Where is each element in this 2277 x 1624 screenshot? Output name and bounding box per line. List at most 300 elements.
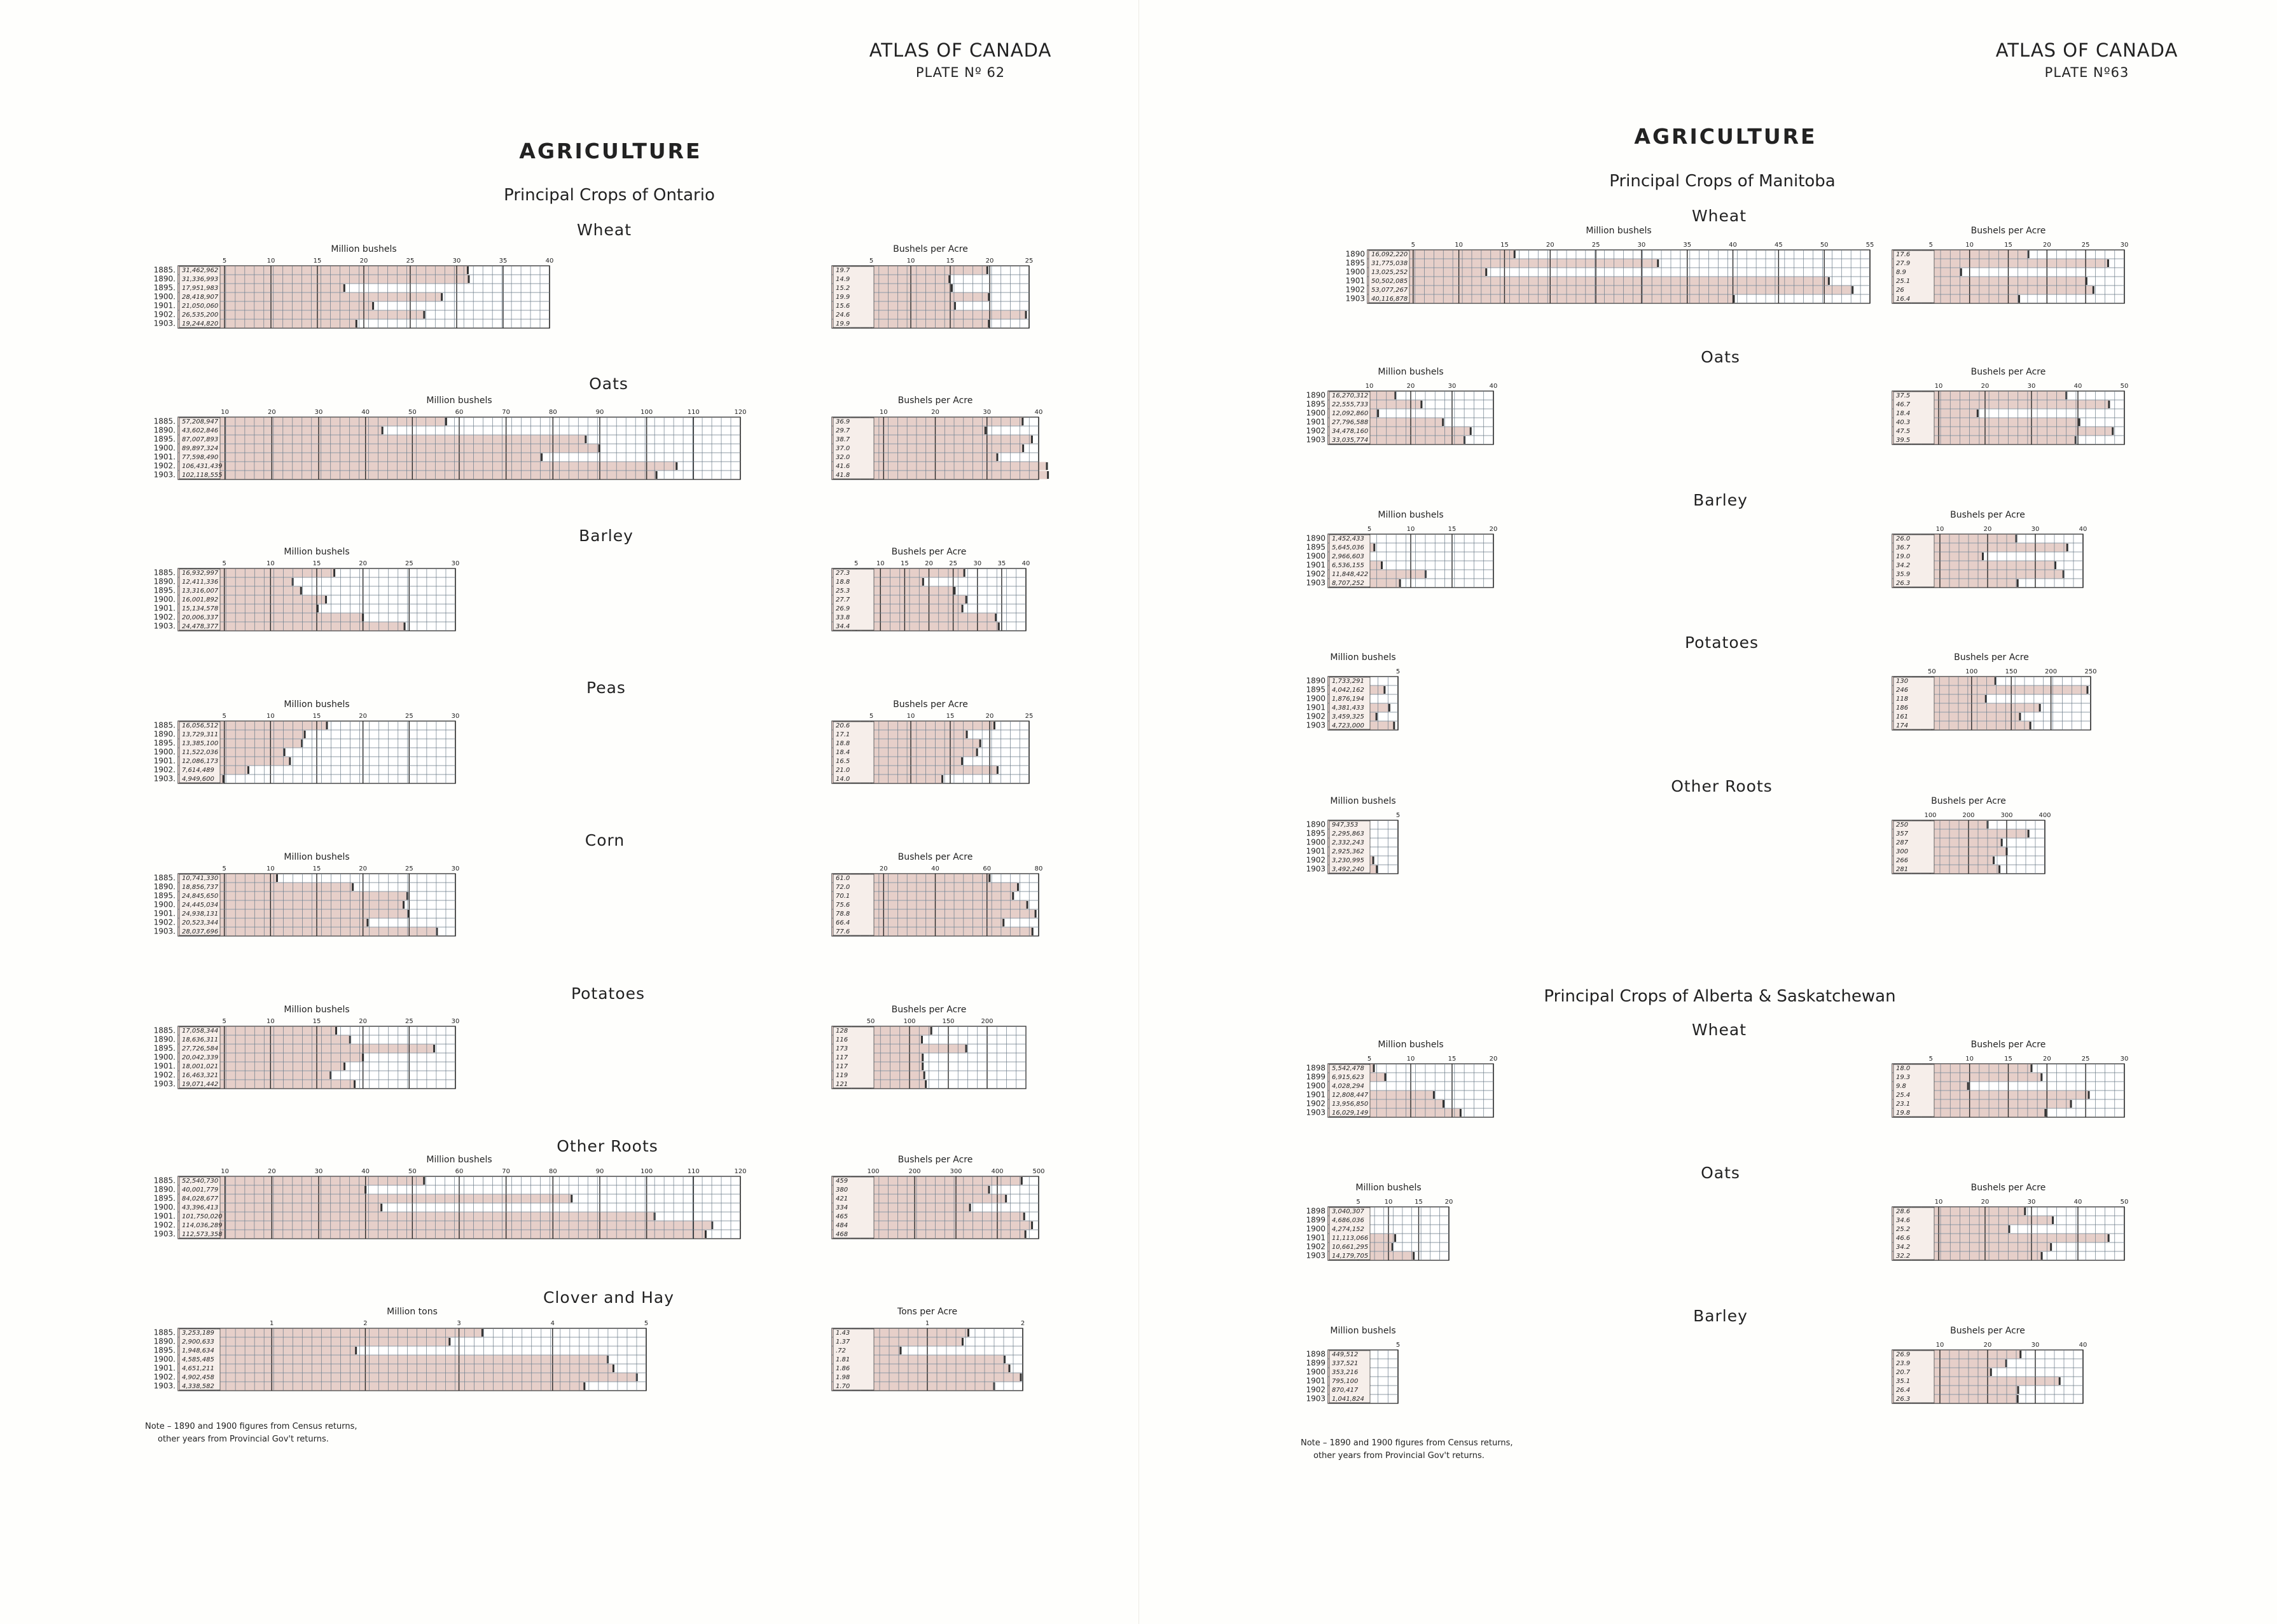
data-label: 121 xyxy=(836,1081,848,1089)
bar-end-marker xyxy=(441,293,443,301)
bar xyxy=(1367,295,1734,303)
data-label: 77,598,490 xyxy=(182,454,219,462)
bar-end-marker xyxy=(403,901,405,909)
bar-end-marker xyxy=(966,731,968,738)
bar-end-marker xyxy=(656,471,658,479)
tick-label: 20 xyxy=(359,865,368,872)
bar xyxy=(1367,286,1853,294)
category-label: 1900 xyxy=(1306,551,1325,561)
axis-label: Million bushels xyxy=(284,699,350,710)
section-title: AGRICULTURE xyxy=(519,139,702,163)
category-label: 1902. xyxy=(153,1070,176,1080)
data-label: 459 xyxy=(836,1178,848,1185)
data-label: 15,134,578 xyxy=(182,605,219,613)
data-label: 12,808,447 xyxy=(1332,1092,1369,1099)
tick-label: 80 xyxy=(548,409,557,416)
tick-label: 110 xyxy=(687,1168,700,1175)
data-label: 70.1 xyxy=(836,893,850,900)
tick-label: 5 xyxy=(222,258,227,265)
category-label: 1903. xyxy=(153,774,176,783)
bar-end-marker xyxy=(1464,436,1465,444)
atlas-title: ATLAS OF CANADA xyxy=(869,39,1052,61)
bar-end-marker xyxy=(300,587,302,595)
atlas-title: ATLAS OF CANADA xyxy=(1995,39,2178,61)
category-label: 1890 xyxy=(1345,249,1365,259)
tick-label: 5 xyxy=(222,865,226,872)
bar-end-marker xyxy=(979,740,981,747)
bar-end-marker xyxy=(1005,1195,1007,1202)
bar-end-marker xyxy=(2079,418,2080,426)
data-label: 11,113,066 xyxy=(1332,1235,1369,1242)
crop-title-peas: Peas xyxy=(586,678,626,697)
category-label: 1890. xyxy=(153,274,176,284)
category-label: 1901 xyxy=(1306,1090,1325,1099)
bar-end-marker xyxy=(2059,1377,2061,1385)
tick-label: 90 xyxy=(595,1168,604,1175)
value-label-box xyxy=(1893,1351,1934,1403)
tick-label: 20 xyxy=(879,865,888,872)
bar-end-marker xyxy=(1990,1368,1992,1376)
value-label-box xyxy=(1329,1208,1370,1260)
data-label: 89,897,324 xyxy=(182,445,219,453)
bar xyxy=(178,1356,608,1364)
data-label: 31,336,993 xyxy=(182,276,219,284)
data-label: 5,645,036 xyxy=(1332,544,1364,552)
category-label: 1900. xyxy=(153,747,176,757)
category-label: 1895. xyxy=(153,1043,176,1053)
category-label: 1895. xyxy=(153,283,176,292)
tick-label: 50 xyxy=(1820,242,1829,249)
axis-label: Bushels per Acre xyxy=(891,547,967,557)
data-label: 14,179,705 xyxy=(1332,1253,1369,1260)
data-label: 102,118,555 xyxy=(182,472,223,479)
data-label: 20,006,337 xyxy=(182,614,219,622)
bar-end-marker xyxy=(988,1186,990,1194)
data-label: 11,848,422 xyxy=(1332,571,1369,579)
data-label: 13,025,252 xyxy=(1371,269,1408,277)
category-label: 1890 xyxy=(1306,390,1325,400)
tick-label: 15 xyxy=(1415,1199,1423,1206)
data-label: 4,042,162 xyxy=(1332,687,1364,694)
bar-end-marker xyxy=(1967,1082,1969,1090)
data-label: 3,253,189 xyxy=(182,1330,214,1337)
tick-label: 10 xyxy=(1934,383,1943,390)
category-label: 1903 xyxy=(1306,435,1325,444)
axis-label: Bushels per Acre xyxy=(891,1005,967,1015)
category-label: 1895 xyxy=(1306,829,1325,838)
bar-end-marker xyxy=(985,427,986,434)
bar-end-marker xyxy=(613,1365,614,1372)
category-label: 1900 xyxy=(1345,267,1365,277)
bar-end-marker xyxy=(2031,1064,2033,1072)
data-label: 795,100 xyxy=(1332,1378,1359,1386)
data-label: 449,512 xyxy=(1332,1351,1359,1359)
category-label: 1903 xyxy=(1306,1108,1325,1117)
data-label: 4,381,433 xyxy=(1332,705,1364,712)
data-label: 1,041,824 xyxy=(1332,1396,1364,1403)
chart-ontario-clover-hay-tons-per-acre xyxy=(827,1307,1043,1396)
axis-label: Million bushels xyxy=(1586,226,1652,236)
category-label: 1902. xyxy=(153,918,176,927)
category-label: 1885. xyxy=(153,416,176,426)
category-label: 1900 xyxy=(1306,1224,1325,1234)
bar-end-marker xyxy=(2030,722,2031,729)
data-label: 18.4 xyxy=(836,749,850,757)
bar-end-marker xyxy=(954,302,956,310)
tick-label: 55 xyxy=(1865,242,1874,249)
chart-ontario-oats-million-bushels xyxy=(145,396,747,485)
crop-title-other-roots: Other Roots xyxy=(1671,777,1773,795)
tick-label: 300 xyxy=(950,1168,962,1175)
data-label: 16.5 xyxy=(836,758,850,766)
tick-label: 20 xyxy=(359,1018,368,1025)
data-label: 19.8 xyxy=(1896,1110,1911,1117)
data-label: 8.9 xyxy=(1896,269,1906,277)
data-label: 37.5 xyxy=(1896,392,1911,400)
bar-end-marker xyxy=(1373,544,1375,551)
data-label: 1.70 xyxy=(836,1383,850,1391)
bar-end-marker xyxy=(1020,1373,1022,1381)
category-label: 1903 xyxy=(1306,1251,1325,1260)
bar-end-marker xyxy=(585,436,586,443)
category-label: 1890 xyxy=(1306,676,1325,685)
bar-end-marker xyxy=(951,284,953,292)
data-label: 281 xyxy=(1896,866,1909,874)
axis-label: Bushels per Acre xyxy=(897,1155,973,1165)
tick-label: 15 xyxy=(901,560,909,567)
bar-end-marker xyxy=(969,1204,971,1211)
tick-label: 100 xyxy=(640,1168,653,1175)
category-label: 1901. xyxy=(153,603,176,613)
data-label: 1,733,291 xyxy=(1332,678,1364,685)
chart-ontario-peas-bushels-per-acre xyxy=(827,699,1043,788)
data-label: 22,555,733 xyxy=(1332,401,1369,409)
bar xyxy=(178,1329,482,1337)
tick-label: 10 xyxy=(906,713,915,720)
tick-label: 10 xyxy=(1365,383,1374,390)
bar-end-marker xyxy=(284,748,286,756)
data-label: 4,949,600 xyxy=(182,776,214,783)
tick-label: 1 xyxy=(925,1320,930,1327)
value-label-box xyxy=(1329,1351,1370,1403)
data-label: 36.9 xyxy=(836,418,850,426)
bar-end-marker xyxy=(1031,1221,1033,1229)
category-label: 1895 xyxy=(1306,685,1325,694)
bar xyxy=(178,275,469,284)
tick-label: 20 xyxy=(1981,383,1990,390)
bar xyxy=(178,471,656,479)
data-label: 484 xyxy=(836,1222,848,1230)
tick-label: 150 xyxy=(942,1018,955,1025)
tick-label: 300 xyxy=(2000,812,2013,819)
tick-label: 30 xyxy=(2031,526,2040,533)
category-label: 1885. xyxy=(153,1328,176,1337)
data-label: 161 xyxy=(1896,713,1909,721)
category-label: 1890. xyxy=(153,1035,176,1044)
tick-label: 5 xyxy=(1395,1342,1401,1349)
category-label: 1885. xyxy=(153,568,176,577)
data-label: 23.1 xyxy=(1896,1101,1911,1108)
data-label: 25.4 xyxy=(1896,1092,1911,1099)
chart-ontario-oats-bushels-per-acre xyxy=(827,396,1043,485)
tick-label: 100 xyxy=(867,1168,880,1175)
bar-end-marker xyxy=(1657,259,1659,267)
tick-label: 30 xyxy=(451,1018,460,1025)
bar-end-marker xyxy=(1032,928,1034,935)
data-label: 18.4 xyxy=(1896,410,1911,418)
bar-end-marker xyxy=(998,623,1000,630)
tick-label: 500 xyxy=(1032,1168,1045,1175)
data-label: 17,058,344 xyxy=(182,1028,219,1035)
data-label: 75.6 xyxy=(836,902,850,909)
chart-ontario-other-roots-million-bushels xyxy=(145,1155,747,1244)
bar-end-marker xyxy=(1393,722,1395,729)
bar-end-marker xyxy=(289,757,291,765)
tick-label: 25 xyxy=(2081,242,2090,249)
data-label: 26.3 xyxy=(1896,1396,1911,1403)
data-label: 87,007,893 xyxy=(182,436,219,444)
crop-title-wheat: Wheat xyxy=(1691,1021,1747,1039)
bar xyxy=(178,1382,585,1391)
data-label: 353,216 xyxy=(1332,1369,1359,1377)
tick-label: 20 xyxy=(267,409,276,416)
bar-end-marker xyxy=(2039,704,2041,712)
bar-end-marker xyxy=(995,614,997,621)
category-label: 1903 xyxy=(1306,1394,1325,1403)
data-label: 41.8 xyxy=(836,472,850,479)
category-label: 1890. xyxy=(153,577,176,586)
data-label: 16,463,321 xyxy=(182,1072,219,1080)
chart-manitoba-other-roots-bushels-per-acre xyxy=(1892,796,2134,879)
chart-manitoba-barley-million-bushels xyxy=(1298,510,1565,593)
tick-label: 15 xyxy=(312,1018,321,1025)
data-label: 27.7 xyxy=(836,596,850,604)
tick-label: 30 xyxy=(452,258,461,265)
bar-end-marker xyxy=(448,1338,450,1345)
tick-label: 25 xyxy=(405,560,413,567)
bar-end-marker xyxy=(2017,1386,2019,1394)
data-label: 465 xyxy=(836,1213,848,1221)
tick-label: 10 xyxy=(221,1168,230,1175)
bar-end-marker xyxy=(445,418,447,425)
tick-label: 50 xyxy=(2120,1199,2129,1206)
bar-end-marker xyxy=(1413,1252,1415,1260)
data-label: 18.8 xyxy=(836,740,850,748)
bar-end-marker xyxy=(423,311,425,319)
axis-label: Million bushels xyxy=(1330,652,1396,663)
data-label: 7,614,489 xyxy=(182,767,214,774)
tick-label: 5 xyxy=(644,1320,649,1327)
axis-label: Million bushels xyxy=(284,1005,350,1015)
bar-end-marker xyxy=(1998,865,2000,873)
category-label: 1899 xyxy=(1306,1072,1325,1082)
tick-label: 30 xyxy=(2120,242,2129,249)
chart-ontario-wheat-million-bushels xyxy=(145,244,552,333)
data-label: 16,932,997 xyxy=(182,570,219,577)
data-label: 77.6 xyxy=(836,928,850,936)
bar xyxy=(178,453,542,462)
tick-label: 60 xyxy=(455,409,464,416)
bar-end-marker xyxy=(406,892,408,900)
category-label: 1902 xyxy=(1306,1242,1325,1251)
data-label: 3,230,995 xyxy=(1332,857,1364,865)
chart-manitoba-wheat-bushels-per-acre xyxy=(1892,226,2134,308)
tick-label: 80 xyxy=(1034,865,1043,872)
bar-end-marker xyxy=(900,1347,902,1354)
category-label: 1901 xyxy=(1306,417,1325,427)
bar-end-marker xyxy=(941,775,943,783)
data-label: 20,042,339 xyxy=(182,1054,219,1062)
bar-end-marker xyxy=(481,1329,483,1337)
tick-label: 5 xyxy=(1411,242,1416,249)
bar-end-marker xyxy=(1425,570,1427,578)
crop-title-barley: Barley xyxy=(1693,1307,1748,1325)
bar xyxy=(178,1195,572,1203)
data-label: 14.0 xyxy=(836,776,850,783)
tick-label: 50 xyxy=(866,1018,875,1025)
tick-label: 20 xyxy=(267,1168,276,1175)
category-label: 1900. xyxy=(153,900,176,909)
crop-title-oats: Oats xyxy=(1701,348,1740,366)
category-label: 1885. xyxy=(153,720,176,730)
bar-end-marker xyxy=(2107,259,2109,267)
data-label: 13,729,311 xyxy=(182,731,219,739)
data-label: 72.0 xyxy=(836,884,850,891)
data-label: 16,029,149 xyxy=(1332,1110,1369,1117)
tick-label: 5 xyxy=(1395,668,1401,675)
data-label: 31,462,962 xyxy=(182,267,219,275)
crop-title-other-roots: Other Roots xyxy=(557,1137,658,1155)
tick-label: 10 xyxy=(1934,1199,1943,1206)
bar-end-marker xyxy=(2075,436,2077,444)
chart-alberta-wheat-bushels-per-acre xyxy=(1892,1040,2134,1122)
data-label: 66.4 xyxy=(836,919,850,927)
tick-label: 200 xyxy=(2045,668,2058,675)
data-label: 6,915,623 xyxy=(1332,1074,1364,1082)
bar-end-marker xyxy=(366,919,368,926)
tick-label: 5 xyxy=(1928,1056,1934,1063)
tick-label: 10 xyxy=(879,409,888,416)
tick-label: 40 xyxy=(1489,383,1498,390)
tick-label: 15 xyxy=(312,865,321,872)
category-label: 1895. xyxy=(153,738,176,748)
bar-end-marker xyxy=(467,275,469,283)
category-label: 1895. xyxy=(153,434,176,444)
bar-end-marker xyxy=(352,883,354,891)
data-label: 250 xyxy=(1896,822,1909,829)
bar-end-marker xyxy=(2070,1100,2072,1108)
group-title: Principal Crops of Manitoba xyxy=(1609,172,1836,191)
category-label: 1901 xyxy=(1306,1233,1325,1242)
bar-end-marker xyxy=(1982,553,1984,560)
chart-manitoba-other-roots-million-bushels xyxy=(1298,796,1488,879)
category-label: 1885. xyxy=(153,873,176,883)
bar xyxy=(178,1221,712,1230)
tick-label: 10 xyxy=(221,409,230,416)
category-label: 1903. xyxy=(153,1229,176,1239)
bar-end-marker xyxy=(467,266,469,274)
tick-label: 15 xyxy=(2004,1056,2012,1063)
bar-end-marker xyxy=(2001,839,2003,846)
category-label: 1895. xyxy=(153,586,176,595)
footnote-line: Note – 1890 and 1900 figures from Census returns, xyxy=(1301,1438,1513,1448)
data-label: 26.9 xyxy=(836,605,850,613)
bar-end-marker xyxy=(343,284,345,292)
tick-label: 15 xyxy=(313,258,322,265)
axis-label: Million bushels xyxy=(284,852,350,862)
bar-end-marker xyxy=(2108,401,2110,408)
bar-end-marker xyxy=(1377,409,1379,417)
value-label-box xyxy=(1329,821,1370,873)
tick-label: 50 xyxy=(408,1168,417,1175)
data-label: 29.7 xyxy=(836,427,850,435)
tick-label: 40 xyxy=(545,258,554,265)
tick-label: 100 xyxy=(1965,668,1978,675)
footnote xyxy=(1301,1437,1512,1462)
category-label: 1900. xyxy=(153,443,176,453)
bar-end-marker xyxy=(247,766,249,774)
data-label: 13,316,007 xyxy=(182,588,219,595)
tick-label: 30 xyxy=(2027,1199,2036,1206)
tick-label: 200 xyxy=(981,1018,993,1025)
value-label-box xyxy=(1329,535,1370,587)
tick-label: 25 xyxy=(405,865,413,872)
tick-label: 10 xyxy=(1406,1056,1415,1063)
category-label: 1902. xyxy=(153,1220,176,1230)
data-label: 18,636,311 xyxy=(182,1036,219,1044)
tick-label: 5 xyxy=(1367,526,1372,533)
tick-label: 60 xyxy=(455,1168,464,1175)
footnote-line: other years from Provincial Gov't returns. xyxy=(158,1435,329,1444)
bar-end-marker xyxy=(967,1329,969,1337)
category-label: 1885. xyxy=(153,1176,176,1185)
chart-manitoba-wheat-million-bushels xyxy=(1298,226,1934,308)
data-label: 38.7 xyxy=(836,436,850,444)
tick-label: 25 xyxy=(405,1018,413,1025)
category-label: 1901 xyxy=(1306,560,1325,570)
data-label: 19,071,442 xyxy=(182,1081,219,1089)
bar-end-marker xyxy=(675,462,677,470)
data-label: 26.3 xyxy=(1896,580,1911,588)
data-label: 40,116,878 xyxy=(1371,296,1408,303)
data-label: 34.2 xyxy=(1896,1244,1911,1251)
bar-end-marker xyxy=(1025,1230,1027,1238)
bar-end-marker xyxy=(921,1036,923,1043)
bar-end-marker xyxy=(961,757,963,765)
chart-alberta-oats-bushels-per-acre xyxy=(1892,1183,2134,1265)
data-label: 18.0 xyxy=(1896,1065,1911,1073)
bar-end-marker xyxy=(964,569,965,577)
data-label: 12,411,336 xyxy=(182,579,219,586)
data-label: 4,686,036 xyxy=(1332,1217,1364,1225)
bar-end-marker xyxy=(583,1382,585,1390)
bar-end-marker xyxy=(1376,865,1378,873)
bar-end-marker xyxy=(2087,686,2089,694)
data-label: 112,573,358 xyxy=(182,1231,223,1239)
tick-label: 10 xyxy=(1935,1342,1944,1349)
axis-label: Million bushels xyxy=(331,244,397,254)
data-label: 32.2 xyxy=(1896,1253,1911,1260)
data-label: 28,037,696 xyxy=(182,928,219,936)
value-label-box xyxy=(1893,535,1934,587)
bar-end-marker xyxy=(1022,444,1024,452)
category-label: 1890 xyxy=(1306,533,1325,543)
bar-end-marker xyxy=(2017,1395,2019,1403)
data-label: 27.3 xyxy=(836,570,850,577)
data-label: 2,332,243 xyxy=(1332,839,1364,847)
data-label: 33.8 xyxy=(836,614,850,622)
data-label: 25.2 xyxy=(1896,1226,1911,1234)
